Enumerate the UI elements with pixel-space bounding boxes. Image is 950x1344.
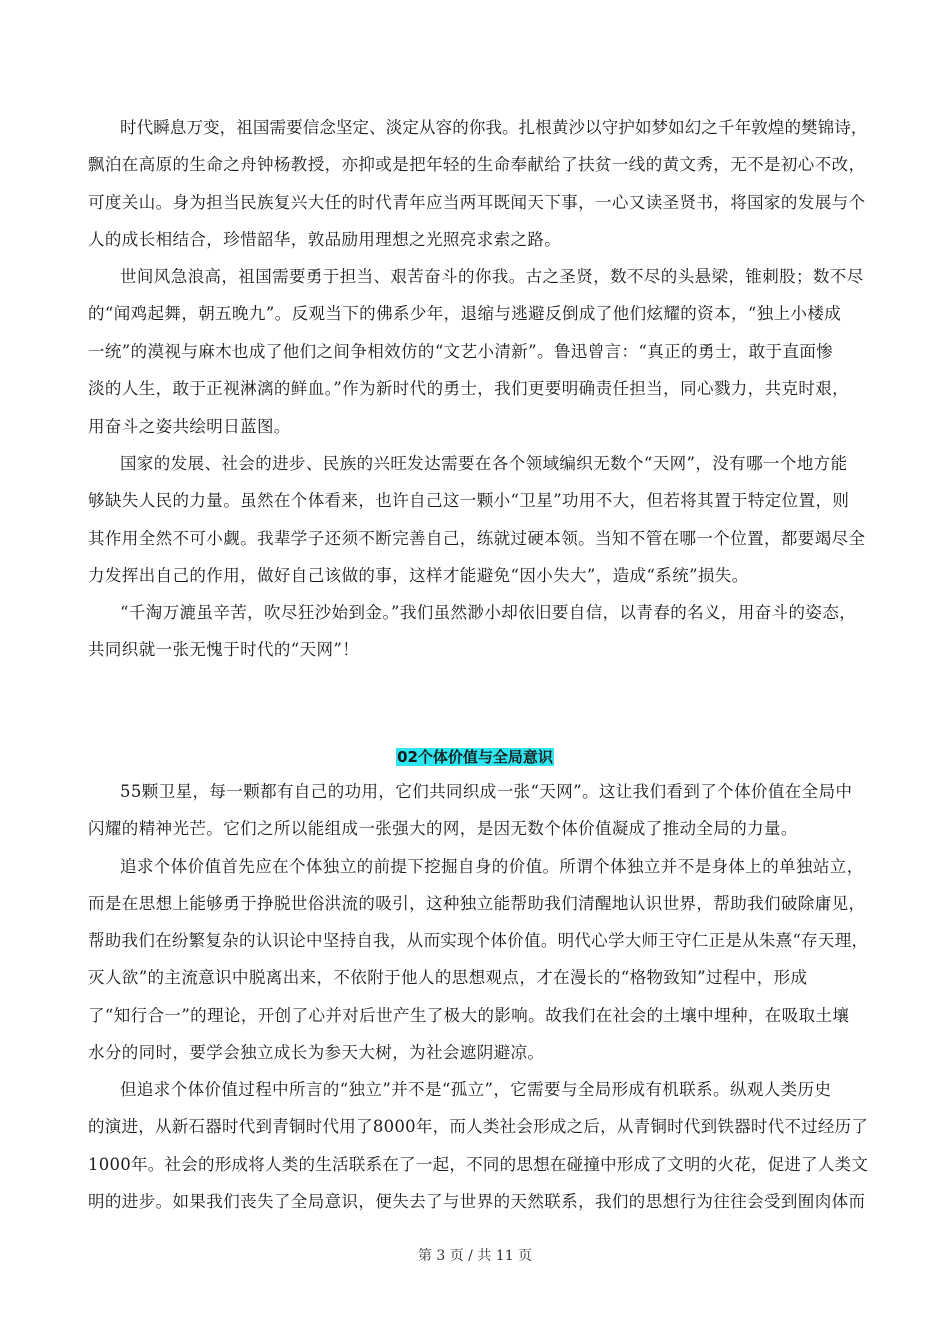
paragraph-4-line-1: “千淘万漉虽辛苦，吹尽狂沙始到金。”我们虽然渺小却依旧要自信，以青春的名义，用奋斗的姿态，: [120, 603, 857, 622]
paragraph-6-line-4: 灭人欲”的主流意识中脱离出来，不依附于他人的思想观点，才在漫长的“格物致知”过程中，形成: [88, 968, 808, 987]
paragraph-2-line-1: 世间风急浪高，祖国需要勇于担当、艰苦奋斗的你我。古之圣贤，数不尽的头悬梁，锥刺股；数不尽: [120, 267, 864, 286]
paragraph-3-line-1: 国家的发展、社会的进步、民族的兴旺发达需要在各个领域编织无数个“天网”，没有哪一个地方能: [120, 454, 848, 473]
paragraph-3-line-2: 够缺失人民的力量。虽然在个体看来，也许自己这一颗小“卫星”功用不大，但若将其置于特定位置，则: [88, 491, 850, 510]
paragraph-6-line-3: 帮助我们在纷繁复杂的认识论中坚持自我，从而实现个体价值。明代心学大师王守仁正是从朱熹“存天理，: [88, 931, 869, 950]
section-heading-text: 02个体价值与全局意识: [397, 748, 553, 766]
paragraph-2-line-4: 淡的人生，敢于正视淋漓的鲜血。”作为新时代的勇士，我们更要明确责任担当，同心戮力，共克时艰，: [88, 379, 850, 398]
paragraph-4-line-2: 共同织就一张无愧于时代的“天网”！: [88, 640, 360, 659]
paragraph-1-line-2: 飘泊在高原的生命之舟钟杨教授，亦抑或是把年轻的生命奉献给了扶贫一线的黄文秀，无不是初心不改，: [88, 155, 866, 174]
paragraph-3-line-3: 其作用全然不可小觑。我辈学子还须不断完善自己，练就过硬本领。当知不管在哪一个位置，都要竭尽全: [88, 529, 866, 548]
paragraph-7-line-2: 的演进，从新石器时代到青铜时代用了8000年，而人类社会形成之后，从青铜时代到铁器时代不过经历了: [88, 1117, 869, 1136]
paragraph-7-line-4: 明的进步。如果我们丧失了全局意识，便失去了与世界的天然联系，我们的思想行为往往会受到囿肉体而: [88, 1192, 866, 1211]
paragraph-1-line-4: 人的成长相结合，珍惜韶华，敦品励用理想之光照亮求索之路。: [88, 230, 562, 249]
paragraph-3-line-4: 力发挥出自己的作用，做好自己该做的事，这样才能避免“因小失大”，造成“系统”损失。: [88, 566, 749, 585]
paragraph-2-line-5: 用奋斗之姿共绘明日蓝图。: [88, 417, 291, 436]
page-footer: 第 3 页 / 共 11 页: [417, 1248, 533, 1264]
paragraph-5-line-1: 55颗卫星，每一颗都有自己的功用，它们共同织成一张“天网”。这让我们看到了个体价值在全局中: [120, 782, 853, 801]
paragraph-1-line-1: 时代瞬息万变，祖国需要信念坚定、淡定从容的你我。扎根黄沙以守护如梦如幻之千年敦煌的樊锦诗，: [120, 118, 868, 137]
paragraph-5-line-2: 闪耀的精神光芒。它们之所以能组成一张强大的网，是因无数个体价值凝成了推动全局的力量。: [88, 819, 798, 838]
paragraph-6-line-2: 而是在思想上能够勇于挣脱世俗洪流的吸引，这种独立能帮助我们清醒地认识世界，帮助我们破除庸见，: [88, 894, 866, 913]
paragraph-2-line-2: 的“闻鸡起舞，朝五晚九”。反观当下的佛系少年，退缩与逃避反倒成了他们炫耀的资本，“独上小楼成: [88, 304, 842, 323]
paragraph-7-line-1: 但追求个体价值过程中所言的“独立”并不是“孤立”，它需要与全局形成有机联系。纵观人类历史: [120, 1080, 832, 1099]
paragraph-2-line-3: 一统”的漠视与麻木也成了他们之间争相效仿的“文艺小清新”。鲁迅曾言：“真正的勇士，敢于直面惨: [88, 342, 834, 361]
paragraph-6-line-6: 水分的同时，要学会独立成长为参天大树，为社会遮阴避凉。: [88, 1043, 545, 1062]
paragraph-6-line-5: 了“知行合一”的理论，开创了心并对后世产生了极大的影响。故我们在社会的土壤中埋种，在吸取土壤: [88, 1006, 850, 1025]
section-heading: [0, 747, 950, 767]
paragraph-7-line-3: 1000年。社会的形成将人类的生活联系在了一起，不同的思想在碰撞中形成了文明的火花，促进了人类文: [88, 1155, 869, 1174]
paragraph-1-line-3: 可度关山。身为担当民族复兴大任的时代青年应当两耳既闻天下事，一心又读圣贤书，将国家的发展与个: [88, 193, 866, 212]
paragraph-6-line-1: 追求个体价值首先应在个体独立的前提下挖掘自身的价值。所谓个体独立并不是身体上的单独站立，: [120, 857, 864, 876]
